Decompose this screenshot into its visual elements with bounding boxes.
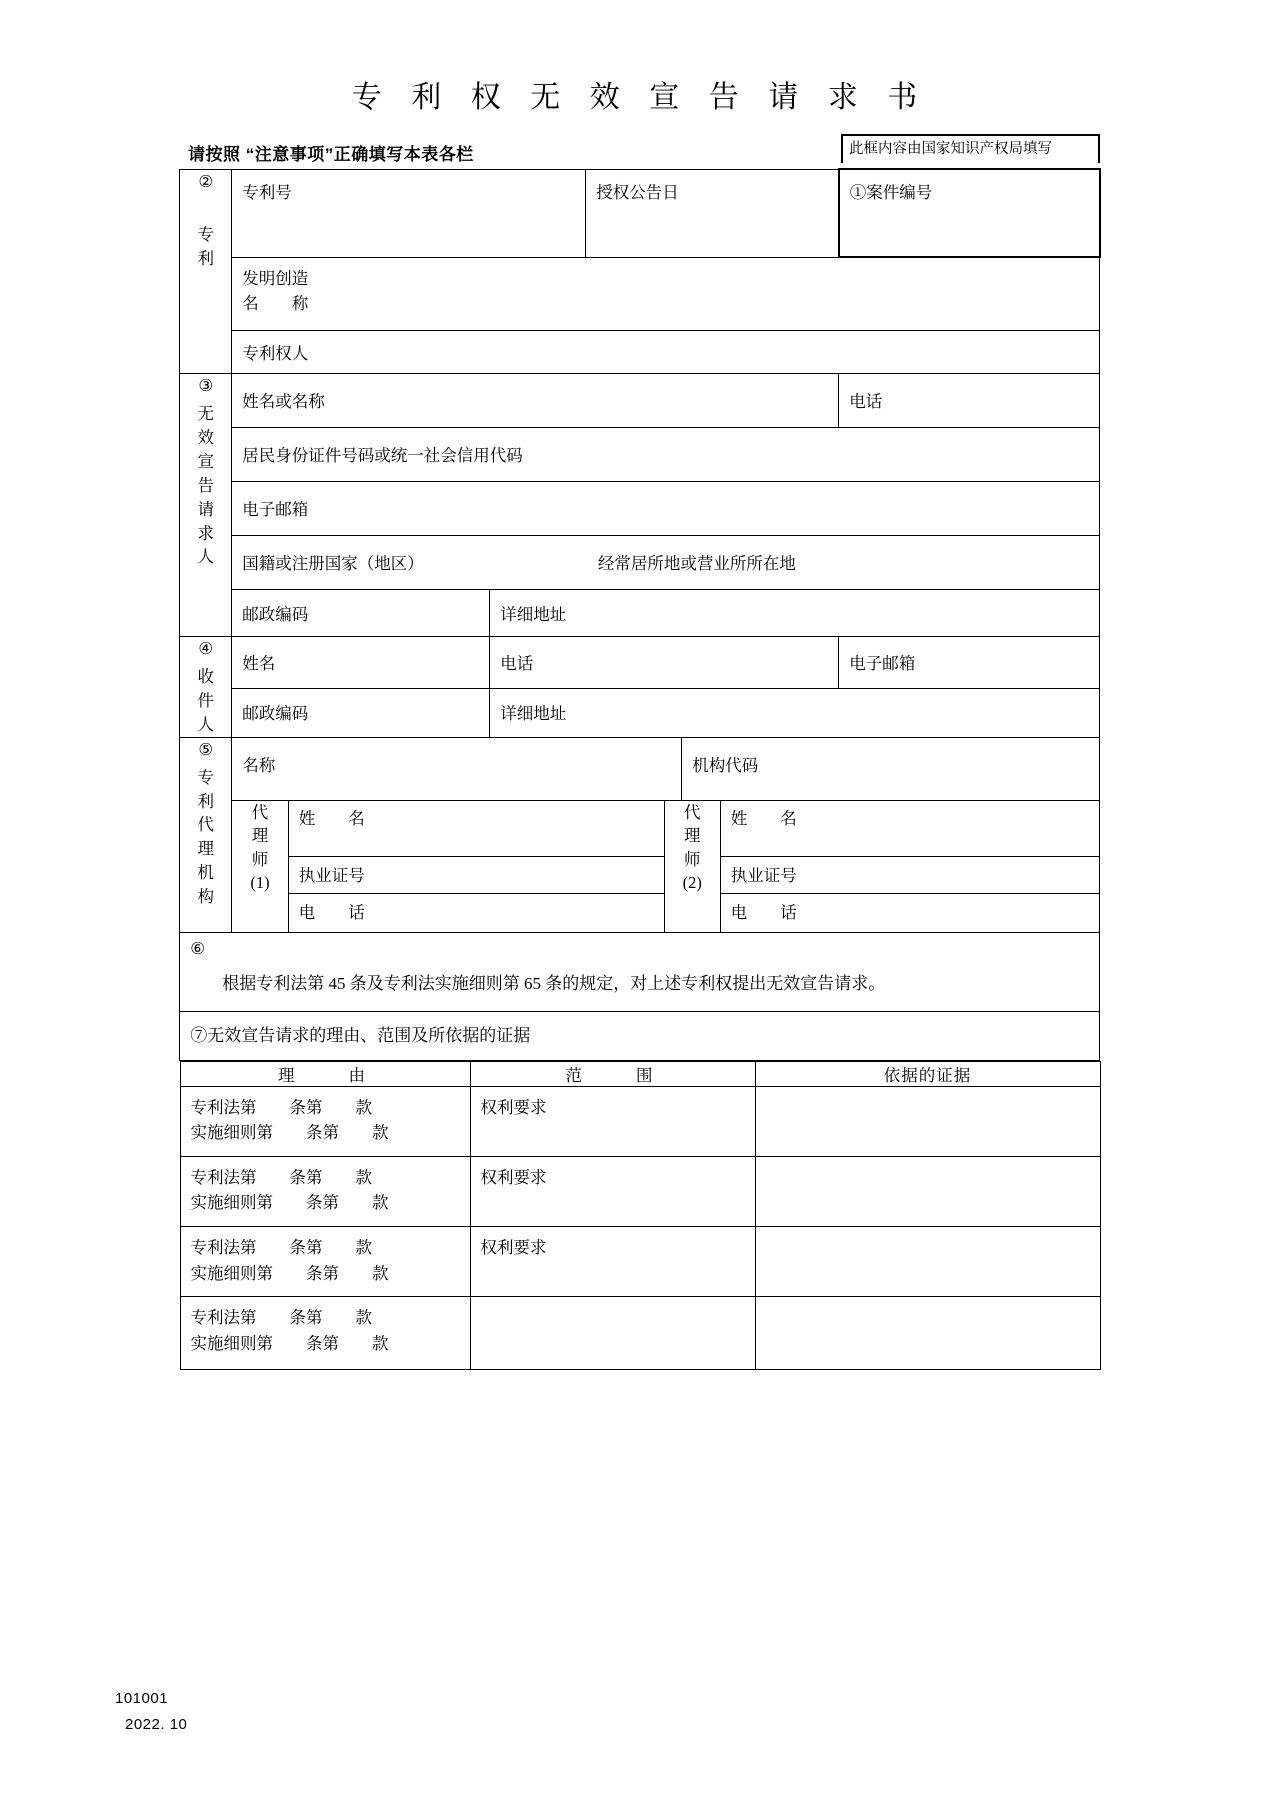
agency-name-row	[180, 737, 1100, 800]
section-requester-char-5: 请	[197, 499, 214, 519]
column-header-scope: 范 围	[470, 1061, 755, 1086]
grant-announcement-date-field[interactable]	[586, 169, 839, 257]
agency-name-field[interactable]	[232, 737, 682, 800]
requester-phone-field[interactable]	[839, 374, 1100, 428]
agent-1-tag-char-1: 代	[251, 802, 269, 822]
agent-1-name-label: 姓 名	[298, 808, 365, 828]
grounds-title-cell	[180, 1011, 1100, 1060]
grounds-reason-line1: 专利法第 条第 款	[190, 1097, 372, 1117]
requester-postcode-field[interactable]	[232, 590, 490, 637]
agent-2-license-label: 执业证号	[730, 865, 797, 885]
section-recipient-marker: ④	[198, 639, 214, 658]
grounds-scope-cell[interactable]	[470, 1297, 755, 1370]
requester-nationality-row	[180, 536, 1100, 590]
section-patent-marker: ②	[198, 171, 214, 191]
case-number-label: ①案件编号	[849, 183, 933, 202]
grounds-reason-line1: 专利法第 条第 款	[190, 1308, 372, 1328]
grounds-scope-label: 权利要求	[480, 1167, 547, 1187]
grant-announcement-date-label: 授权公告日	[596, 182, 679, 202]
grounds-reason-line1: 专利法第 条第 款	[190, 1237, 372, 1257]
section-agency-char-4: 理	[197, 839, 214, 859]
grounds-table	[180, 1061, 1101, 1370]
grounds-scope-cell[interactable]	[470, 1226, 755, 1296]
requester-email-row	[180, 482, 1100, 536]
section-agency-char-3: 代	[197, 815, 214, 835]
grounds-row	[180, 1226, 1100, 1296]
section-declaration-marker: ⑥	[190, 938, 206, 958]
grounds-reason-cell[interactable]	[180, 1156, 470, 1226]
gov-office-note-box: 此框内容由国家知识产权局填写	[841, 134, 1100, 163]
patent-number-field[interactable]	[232, 169, 586, 257]
agent-1-phone-field[interactable]	[288, 893, 664, 932]
section-requester-char-2: 效	[197, 427, 214, 447]
agents-container	[232, 800, 1100, 932]
agent-2-tag-char-2: 理	[684, 826, 701, 846]
agent-1-tag-char-4: (1)	[250, 872, 270, 892]
grounds-title-row	[180, 1011, 1100, 1060]
requester-nationality-label: 国籍或注册国家（地区）	[242, 554, 424, 573]
grounds-evidence-value	[756, 1087, 1100, 1105]
recipient-postcode-label: 邮政编码	[242, 704, 309, 724]
grounds-evidence-value	[756, 1297, 1100, 1315]
recipient-email-field[interactable]	[839, 637, 1100, 689]
patent-number-label: 专利号	[242, 182, 292, 202]
declaration-text: 根据专利法第 45 条及专利法实施细则第 65 条的规定，对上述专利权提出无效宣告请求。	[222, 973, 886, 993]
agent-2-name-field[interactable]	[720, 801, 1100, 857]
section-agency-char-6: 构	[197, 887, 214, 907]
grounds-title: ⑦无效宣告请求的理由、范围及所依据的证据	[190, 1025, 531, 1045]
grounds-reason-line2: 实施细则第 条第 款	[190, 1333, 389, 1353]
grounds-reason-line2: 实施细则第 条第 款	[190, 1123, 389, 1143]
grounds-evidence-cell[interactable]	[755, 1086, 1100, 1156]
invention-name-field[interactable]	[232, 257, 1100, 331]
case-number-field[interactable]	[839, 169, 1100, 257]
agency-code-field[interactable]	[682, 737, 1100, 800]
section-requester-char-4: 告	[197, 475, 214, 495]
section-agency-marker: ⑤	[198, 739, 214, 759]
recipient-phone-label: 电话	[500, 654, 534, 673]
agency-name-label: 名称	[242, 755, 276, 775]
patentee-label: 专利权人	[242, 344, 309, 363]
instruction-row	[180, 138, 1100, 168]
grounds-evidence-cell[interactable]	[755, 1156, 1100, 1226]
grounds-reason-line1: 专利法第 条第 款	[190, 1167, 372, 1187]
requester-postcode-label: 邮政编码	[242, 605, 309, 624]
grounds-row	[180, 1086, 1100, 1156]
grounds-reason-cell[interactable]	[180, 1086, 470, 1156]
grounds-reason-line2: 实施细则第 条第 款	[190, 1193, 389, 1213]
section-recipient-char-3: 人	[197, 714, 214, 734]
agency-code-label: 机构代码	[692, 755, 759, 775]
grounds-evidence-cell[interactable]	[755, 1226, 1100, 1296]
grounds-row	[180, 1156, 1100, 1226]
agent-2-tag-char-1: 代	[684, 802, 701, 822]
requester-name-row	[180, 374, 1100, 428]
section-agency-label	[180, 737, 232, 932]
requester-id-field[interactable]	[232, 428, 1100, 482]
declaration-cell	[180, 932, 1100, 1011]
page-title: 专 利 权 无 效 宣 告 请 求 书	[351, 81, 929, 114]
agents-table	[232, 801, 1100, 932]
agent-1-tag-char-2: 理	[251, 826, 269, 846]
section-requester-marker: ③	[198, 376, 214, 395]
grounds-header-row	[180, 1061, 1100, 1086]
grounds-scope-cell[interactable]	[470, 1156, 755, 1226]
agent-1-phone-label: 电 话	[298, 902, 365, 922]
agent-1-tag-char-3: 师	[251, 849, 269, 869]
requester-email-label: 电子邮箱	[242, 500, 309, 519]
section-agency-char-2: 利	[197, 791, 214, 811]
recipient-phone-field[interactable]	[490, 637, 839, 689]
requester-nationality-field[interactable]	[232, 536, 1100, 590]
section-requester-char-7: 人	[197, 547, 214, 567]
recipient-name-row	[180, 637, 1100, 689]
grounds-row	[180, 1297, 1100, 1370]
recipient-address-row	[180, 689, 1100, 737]
recipient-address-label: 详细地址	[500, 704, 567, 724]
section-agency-char-1: 专	[197, 767, 214, 787]
grounds-evidence-cell[interactable]	[755, 1297, 1100, 1370]
grounds-scope-cell[interactable]	[470, 1086, 755, 1156]
section-requester-char-3: 宣	[197, 451, 214, 471]
column-header-reason: 理 由	[180, 1061, 470, 1086]
footer	[115, 1686, 187, 1739]
section-patent-char-2: 利	[197, 249, 214, 269]
section-recipient-char-2: 件	[197, 690, 214, 710]
requester-id-row	[180, 428, 1100, 482]
invention-name-row	[180, 257, 1100, 331]
grounds-reason-cell[interactable]	[180, 1297, 470, 1370]
agent-2-phone-label: 电 话	[730, 902, 797, 922]
invention-name-label-line1: 发明创造	[242, 269, 309, 288]
patent-number-row	[180, 169, 1100, 257]
fill-instruction-text: 请按照 “注意事项”正确填写本表各栏	[188, 145, 474, 164]
agent-1-tag	[232, 801, 288, 932]
recipient-email-label: 电子邮箱	[849, 654, 916, 673]
agent-2-tag	[664, 801, 720, 932]
section-recipient-label	[180, 637, 232, 738]
requester-id-label: 居民身份证件号码或统一社会信用代码	[242, 446, 523, 465]
requester-email-field[interactable]	[232, 482, 1100, 536]
invention-name-label-line2: 名 称	[242, 293, 309, 313]
recipient-name-label: 姓名	[242, 654, 276, 673]
agent-1-license-field[interactable]	[288, 856, 664, 893]
recipient-address-field[interactable]	[490, 689, 1100, 737]
grounds-evidence-value	[756, 1227, 1100, 1245]
main-form-table	[179, 168, 1101, 1061]
section-recipient-char-1: 收	[197, 666, 214, 686]
grounds-scope-label	[471, 1297, 755, 1315]
agents-row	[180, 800, 1100, 932]
grounds-reason-line2: 实施细则第 条第 款	[190, 1263, 389, 1283]
section-agency-char-5: 机	[197, 863, 214, 883]
form-version-date: 2022. 10	[125, 1715, 188, 1733]
agent-1-license-label: 执业证号	[298, 865, 365, 885]
grounds-evidence-value	[756, 1157, 1100, 1175]
agent-2-license-field[interactable]	[720, 856, 1100, 893]
requester-residence-label: 经常居所地或营业所所在地	[597, 554, 796, 573]
recipient-name-field[interactable]	[232, 637, 490, 689]
grounds-scope-label: 权利要求	[480, 1097, 547, 1117]
requester-name-label: 姓名或名称	[242, 392, 325, 411]
column-header-evidence: 依据的证据	[755, 1061, 1100, 1086]
agent-name-row	[232, 801, 1100, 857]
requester-address-label: 详细地址	[500, 605, 567, 624]
form-code: 101001	[115, 1689, 169, 1707]
grounds-scope-label: 权利要求	[480, 1237, 547, 1257]
grounds-reason-cell[interactable]	[180, 1226, 470, 1296]
requester-address-row	[180, 590, 1100, 637]
agent-2-tag-char-3: 师	[684, 849, 701, 869]
agent-2-phone-field[interactable]	[720, 893, 1100, 932]
section-requester-label	[180, 374, 232, 637]
agent-2-tag-char-4: (2)	[682, 872, 702, 892]
recipient-postcode-field[interactable]	[232, 689, 490, 737]
patentee-row	[180, 331, 1100, 374]
agent-2-name-label: 姓 名	[730, 808, 797, 828]
patentee-field[interactable]	[232, 331, 1100, 374]
section-requester-char-6: 求	[197, 523, 214, 543]
section-requester-char-1: 无	[197, 403, 214, 423]
agent-1-name-field[interactable]	[288, 801, 664, 857]
requester-phone-label: 电话	[849, 392, 883, 411]
requester-name-field[interactable]	[232, 374, 839, 428]
section-patent-char-1: 专	[197, 225, 214, 245]
declaration-row	[180, 932, 1100, 1011]
requester-address-field[interactable]	[490, 590, 1100, 637]
section-patent-label	[180, 169, 232, 374]
